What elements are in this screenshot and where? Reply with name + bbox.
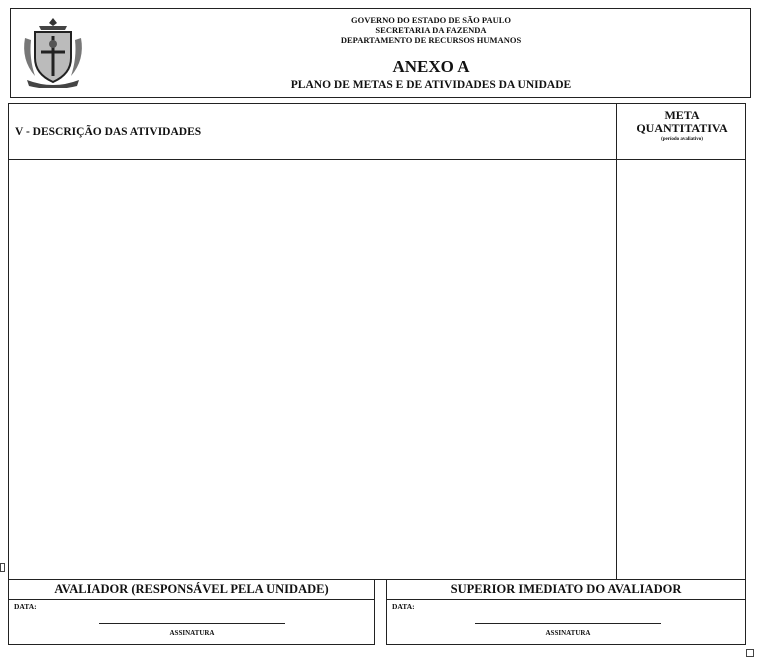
column-divider xyxy=(616,104,617,579)
signature-label: ASSINATURA xyxy=(169,629,215,637)
margin-marker-icon xyxy=(0,563,5,572)
meta-header-line: META xyxy=(664,108,700,122)
signature-line xyxy=(99,623,285,624)
gov-line: DEPARTAMENTO DE RECURSOS HUMANOS xyxy=(340,35,522,45)
annex-title: ANEXO A xyxy=(392,57,470,76)
avaliador-title: AVALIADOR (RESPONSÁVEL PELA UNIDADE) xyxy=(54,582,329,596)
date-label: DATA: xyxy=(14,602,37,611)
plan-title: PLANO DE METAS E DE ATIVIDADES DA UNIDADE xyxy=(290,79,572,91)
signature-line xyxy=(475,623,661,624)
meta-header-subtitle: (período avaliativo) xyxy=(661,137,703,142)
header-row-divider xyxy=(9,159,745,160)
title-divider xyxy=(9,599,374,600)
activities-table xyxy=(8,103,746,580)
superior-title: SUPERIOR IMEDIATO DO AVALIADOR xyxy=(450,582,682,596)
gov-line: SECRETARIA DA FAZENDA xyxy=(375,25,487,35)
signature-label: ASSINATURA xyxy=(545,629,591,637)
meta-header-line: QUANTITATIVA xyxy=(636,121,728,135)
page-corner-marker-icon xyxy=(746,649,754,657)
meta-header xyxy=(617,109,747,143)
state-coat-of-arms-icon xyxy=(21,14,85,88)
document-header xyxy=(10,8,751,98)
government-lines xyxy=(311,15,551,45)
description-header: V - DESCRIÇÃO DAS ATIVIDADES xyxy=(15,126,202,138)
gov-line: GOVERNO DO ESTADO DE SÃO PAULO xyxy=(350,15,512,25)
avaliador-signature-box xyxy=(8,579,375,645)
title-divider xyxy=(387,599,745,600)
date-label: DATA: xyxy=(392,602,415,611)
superior-signature-box xyxy=(386,579,746,645)
